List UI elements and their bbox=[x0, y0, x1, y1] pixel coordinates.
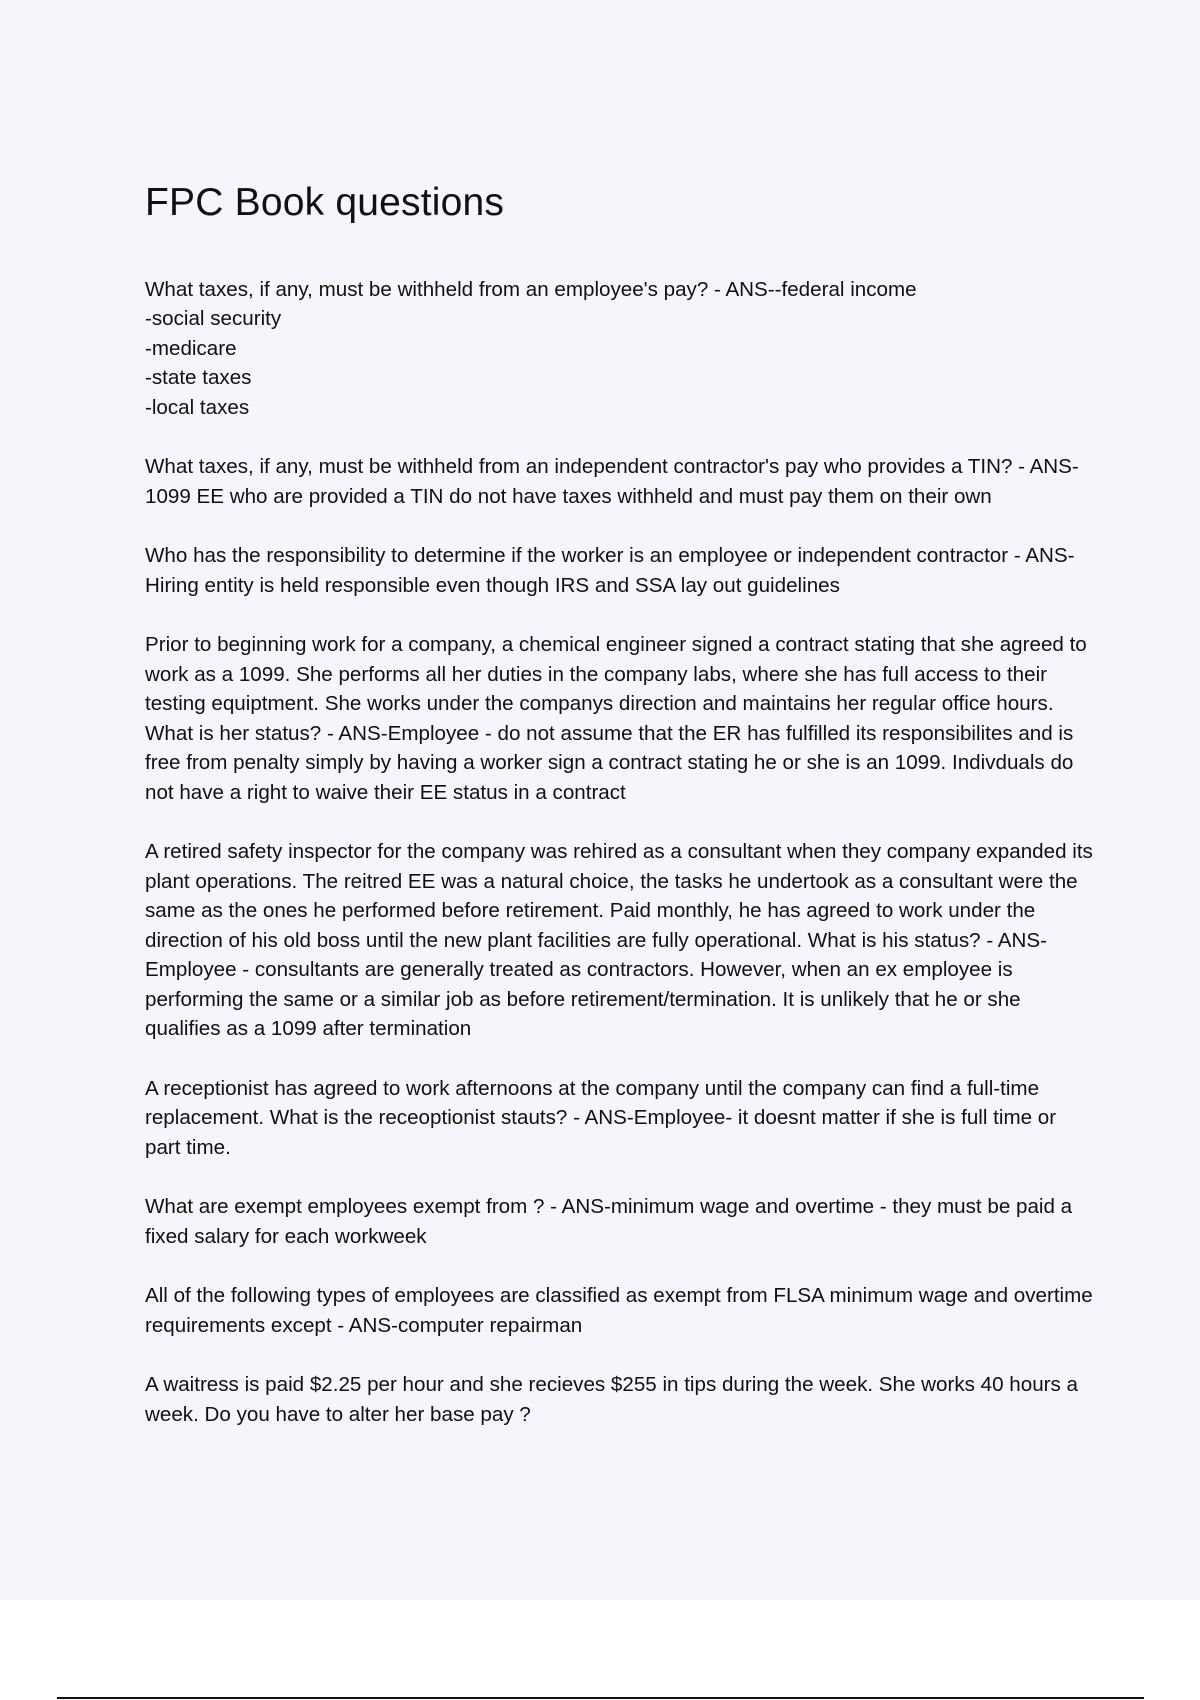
qa-item: Prior to beginning work for a company, a chemical engineer signed a contract stating that she agreed to work as a 1099. She performs all her duties in the company labs, where she has full access to their testing equiptment. She works under the companys direction and maintains her regular office hours. What is her status? - ANS-Employee - do not assume that the ER has fulfilled its responsibilites and is free from penalty simply by having a worker sign a contract stating he or she is an 1099. Indivduals do not have a right to waive their EE status in a contract bbox=[145, 633, 1087, 804]
document-title: FPC Book questions bbox=[145, 181, 505, 224]
qa-item: What taxes, if any, must be withheld from an employee's pay? - ANS--federal income -social security -medicare -state taxes -local taxes bbox=[145, 277, 917, 419]
qa-item: All of the following types of employees are classified as exempt from FLSA minimum wage and overtime requirements except - ANS-computer repairman bbox=[145, 1284, 1093, 1337]
qa-item: A retired safety inspector for the company was rehired as a consultant when they company expanded its plant operations. The reitred EE was a natural choice, the tasks he undertook as a consultant were the same as the ones he performed before retirement. Paid monthly, he has agreed to work under the direction of his old boss until the new plant facilities are fully operational. What is his status? - ANS-Employee - consultants are generally treated as contractors. However, when an ex employee is performing the same or a similar job as before retirement/termination. It is unlikely that he or she qualifies as a 1099 after termination bbox=[145, 840, 1093, 1041]
footer-divider bbox=[57, 1697, 1144, 1699]
document-content bbox=[145, 180, 1095, 1459]
qa-item: What taxes, if any, must be withheld from an independent contractor's pay who provides a TIN? - ANS-1099 EE who are provided a TIN do not have taxes withheld and must pay them on their own bbox=[145, 455, 1079, 508]
qa-item: A receptionist has agreed to work afternoons at the company until the company can find a full-time replacement. What is the receoptionist stauts? - ANS-Employee- it doesnt matter if she is full time or part time. bbox=[145, 1076, 1057, 1159]
qa-item: Who has the responsibility to determine if the worker is an employee or independent contractor - ANS-Hiring entity is held responsible even though IRS and SSA lay out guidelines bbox=[145, 544, 1075, 597]
qa-item: A waitress is paid $2.25 per hour and she recieves $255 in tips during the week. She works 40 hours a week. Do you have to alter her base pay ? bbox=[145, 1373, 1078, 1426]
qa-item: What are exempt employees exempt from ? - ANS-minimum wage and overtime - they must be paid a fixed salary for each workweek bbox=[145, 1195, 1073, 1248]
